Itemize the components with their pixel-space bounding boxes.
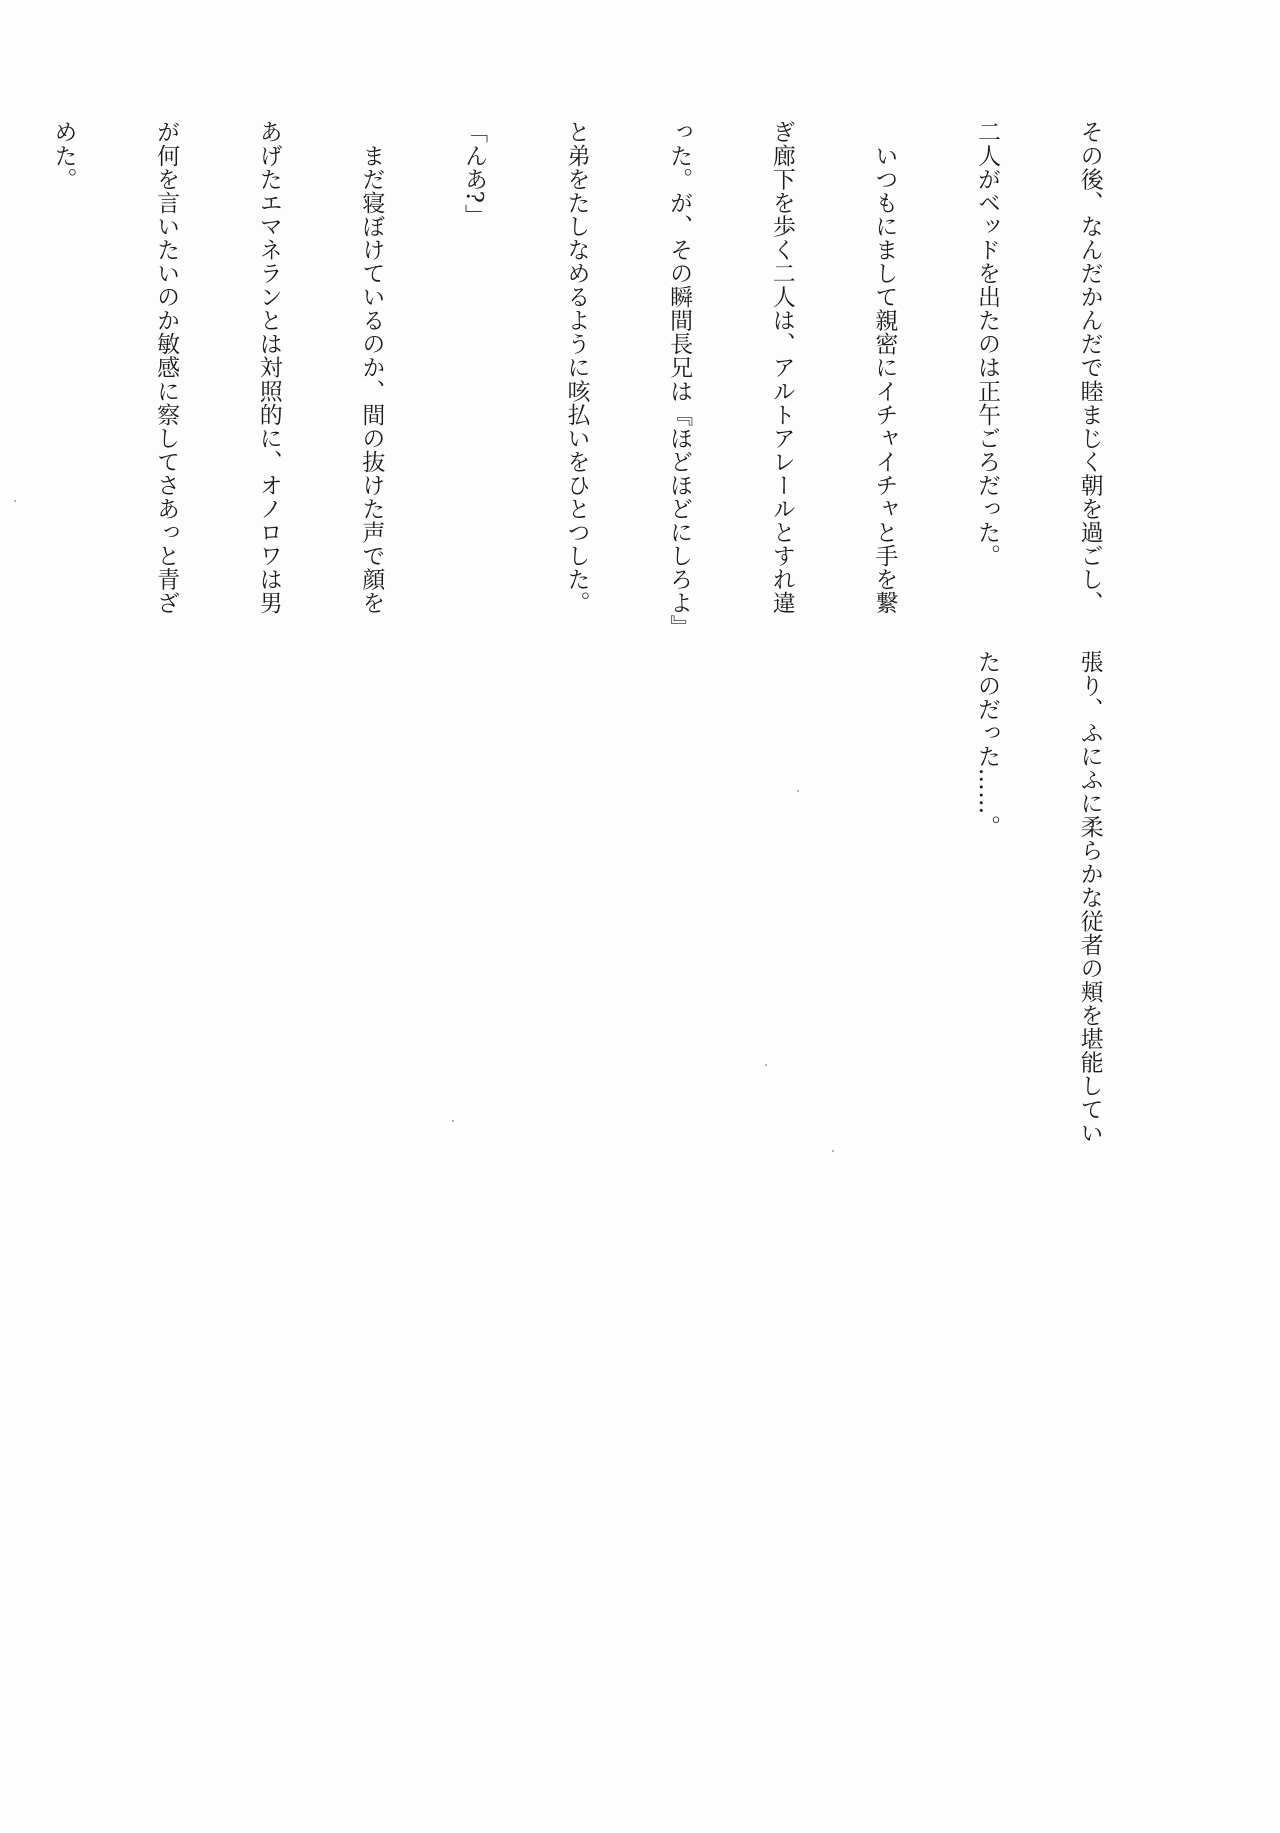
text-line: と弟をたしなめるように咳払いをひとつした。 [563,120,590,615]
text-line: 張り、ふにふに柔らかな従者の頬を堪能してい [1076,650,1103,1145]
text-line: が何を言いたいのか敏感に察してさあっと青ざ [153,120,180,615]
scan-speck [797,790,799,792]
text-line: まだ寝ぼけているのか、間の抜けた声で顔を [358,120,385,615]
text-line: あげたエマネランとは対照的に、オノロワは男 [255,120,282,615]
text-line: たのだった……。 [973,650,1000,839]
text-line: めた。 [50,120,77,191]
text-line: いつもにまして親密にイチャイチャと手を繋 [871,120,898,615]
text-line: ぎ廊下を歩く二人は、アルトアレールとすれ違 [768,120,795,615]
text-line: その後、なんだかんだで睦まじく朝を過ごし、 [1076,120,1103,615]
text-line: 二人がベッドを出たのは正午ごろだった。 [973,120,1000,568]
scan-speck [832,1150,834,1152]
scan-speck [452,1120,454,1122]
scan-speck [14,500,16,502]
lower-text-block [901,650,1175,1170]
text-line: った。が、その瞬間長兄は『ほどほどにしろよ』 [666,120,693,639]
upper-text-block [0,120,1175,640]
text-line: 「んあ?」 [460,120,487,228]
scan-speck [765,1064,767,1066]
